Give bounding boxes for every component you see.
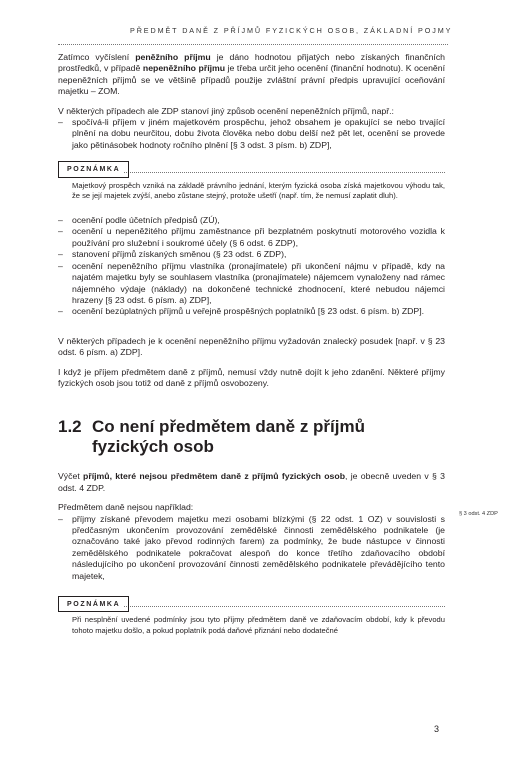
valuation-list-2 — [58, 215, 445, 318]
margin-reference: § 3 odst. 4 ZDP — [459, 511, 498, 517]
note-text: Majetkový prospěch vzniká na základě právního jednání, kterým fyzická osoba získá majetkovou výhodu tak, že se její majetek zvýší, anebo zůstane stejný, protože ušetří (např. tím, že nemusí zaplatit dluh). — [72, 180, 445, 200]
note-label: POZNÁMKA — [58, 161, 129, 177]
term-monetary-income: peněžního příjmu — [135, 52, 211, 62]
list-item: – ocenění u nepeněžitého příjmu zaměstnance při bezplatném poskytnutí motorového vozidla k používání pro služební i soukromé účely (§ 6 odst. 6 ZDP), — [58, 226, 445, 249]
list-item: – stanovení příjmů získaných směnou (§ 23 odst. 6 ZDP), — [58, 249, 445, 260]
list-item: – ocenění podle účetních předpisů (ZÚ), — [58, 215, 445, 226]
intro-paragraph: Zatímco vyčíslení peněžního příjmu je dáno hodnotou přijatých nebo získaných finančních prostředků, v případě nepeněžního příjmu je třeba určit jeho ocenění (finanční hodnotu). K ocenění nepeněžních příjmů se ve většině případů použije zvláštní právní předpis upravující oceňování majetku – ZOM. — [58, 52, 445, 97]
section-title: Co není předmětem daně z příjmů fyzických osob — [92, 417, 365, 457]
list-item: – ocenění bezúplatných příjmů u veřejně prospěšných poplatníků [§ 23 odst. 6 písm. b) ZDP]. — [58, 306, 445, 317]
valuation-list-1 — [58, 117, 445, 151]
term-non-monetary-income: nepeněžního příjmu — [142, 63, 226, 74]
section-heading — [58, 417, 445, 457]
intro-paragraph-2: V některých případech ale ZDP stanoví jiný způsob ocenění nepeněžních příjmů, např.: — [58, 105, 394, 116]
list-item: – ocenění nepeněžního příjmu vlastníka (pronajímatele) při ukončení nájmu v případě, kdy na najatém majetku byly se souhlasem vlastníka (pronajímatele) nájemcem vynaloženy nad rámec nájemného výdaje (náklady) na dokončené technické zhodnocení, které nebudou nájemci hrazeny [§ 23 odst. 6 písm. a) ZDP], — [58, 261, 445, 307]
section-number: 1.2 — [58, 417, 82, 437]
examples-intro: Předmětem daně nejsou například: — [58, 502, 194, 513]
page-number: 3 — [434, 724, 440, 734]
term-non-taxable-income: příjmů, které nejsou předmětem daně z příjmů fyzických osob — [83, 471, 346, 482]
page-body — [58, 52, 445, 646]
list-item: – příjmy získané převodem majetku mezi osobami blízkými (§ 22 odst. 1 OZ) v souvislosti s předčasným ukončením provozování zemědělské činnosti zemědělského podnikatele (je označováno také jako převod rodinných farem) za podmínky, že bude nástupce v činnosti zemědělského podnikatele pokračovat alespoň do konce třetího zdaňovacího období následujícího po ukončení provozování činnosti zemědělského podnikatele převádějícího tento majetek, — [58, 514, 445, 582]
note-box-2 — [58, 596, 445, 636]
list-item: – spočívá-li příjem v jiném majetkovém prospěchu, jehož obsahem je opakující se nebo trvající plnění na dobu neurčitou, dobu života člověka nebo dobu delší než pět let, ocenění se provede jako pětinásobek hodnoty ročního plnění [§ 3 odst. 3 písm. b) ZDP], — [58, 117, 445, 151]
header-divider — [58, 44, 448, 45]
non-taxable-list — [58, 514, 445, 582]
note-text: Při nesplnění uvedené podmínky jsou tyto příjmy předmětem daně ve zdaňovacím období, kdy k převodu tohoto majetku došlo, a pokud poplatník podá daňové přiznání nebo dodatečné — [72, 615, 445, 635]
running-head: PŘEDMĚT DANĚ Z PŘÍJMŮ FYZICKÝCH OSOB, ZÁKLADNÍ POJMY — [130, 26, 453, 35]
note-divider — [124, 606, 445, 607]
note-box-1 — [58, 161, 445, 201]
section-intro-paragraph: Výčet příjmů, které nejsou předmětem daně z příjmů fyzických osob, je obecně uveden v § 3 odst. 4 ZDP. — [58, 471, 445, 493]
note-divider — [124, 172, 445, 173]
note-label: POZNÁMKA — [58, 596, 129, 612]
exemption-paragraph: I když je příjem předmětem daně z příjmů, nemusí vždy nutně dojít k jeho zdanění. Některé příjmy fyzických osob jsou totiž od daně z příjmů osvobozeny. — [58, 366, 445, 388]
expert-opinion-paragraph: V některých případech je k ocenění nepeněžního příjmu vyžadován znalecký posudek [např. v § 23 odst. 6 písm. a) ZDP]. — [58, 335, 445, 358]
